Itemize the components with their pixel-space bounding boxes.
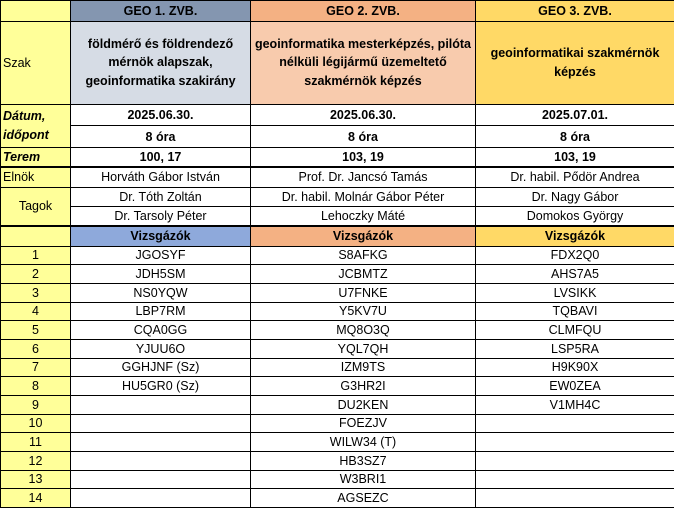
tag1-geo1: Dr. Tóth Zoltán <box>71 187 251 207</box>
tag1-geo3: Dr. Nagy Gábor <box>476 187 674 207</box>
table-row <box>1 302 674 321</box>
candidate-geo2: S8AFKG <box>251 246 476 265</box>
candidate-geo3: LVSIKK <box>476 283 674 302</box>
table-row <box>1 283 674 302</box>
elnok-label: Elnök <box>1 167 71 187</box>
row-number: 12 <box>1 451 71 470</box>
candidate-geo1 <box>71 395 251 414</box>
table-row <box>1 470 674 489</box>
vizsgazok-label-geo3: Vizsgázók <box>476 226 674 246</box>
row-number: 9 <box>1 395 71 414</box>
candidate-geo2: IZM9TS <box>251 358 476 377</box>
szak-geo1: földmérő és földrendező mérnök alapszak, geoinformatika szakirány <box>71 21 251 104</box>
terem-geo2: 103, 19 <box>251 148 476 168</box>
candidate-geo3: LSP5RA <box>476 339 674 358</box>
candidate-geo2: MQ8O3Q <box>251 321 476 340</box>
candidate-geo1 <box>71 489 251 508</box>
candidate-geo2: AGSEZC <box>251 489 476 508</box>
candidate-geo3 <box>476 489 674 508</box>
date-geo3: 2025.07.01. <box>476 104 674 126</box>
terem-row <box>1 148 674 168</box>
candidate-geo2: DU2KEN <box>251 395 476 414</box>
vizsgazok-header-row <box>1 226 674 246</box>
corner-cell <box>1 1 71 22</box>
candidate-geo3: V1MH4C <box>476 395 674 414</box>
szak-row <box>1 21 674 104</box>
candidate-geo1: JDH5SM <box>71 265 251 284</box>
header-geo3: GEO 3. ZVB. <box>476 1 674 22</box>
candidate-geo1: GGHJNF (Sz) <box>71 358 251 377</box>
date-geo1: 2025.06.30. <box>71 104 251 126</box>
candidate-geo3 <box>476 470 674 489</box>
vizsgazok-label-geo2: Vizsgázók <box>251 226 476 246</box>
tagok-row-1 <box>1 187 674 207</box>
tag2-geo3: Domokos György <box>476 207 674 227</box>
row-number: 3 <box>1 283 71 302</box>
candidate-geo3: FDX2Q0 <box>476 246 674 265</box>
row-number: 8 <box>1 377 71 396</box>
tagok-label: Tagok <box>1 187 71 226</box>
szak-label: Szak <box>1 21 71 104</box>
candidate-geo3: H9K90X <box>476 358 674 377</box>
datum-label <box>1 104 71 148</box>
table-row <box>1 321 674 340</box>
tag1-geo2: Dr. habil. Molnár Gábor Péter <box>251 187 476 207</box>
candidate-geo3: TQBAVI <box>476 302 674 321</box>
table-row <box>1 377 674 396</box>
table-row <box>1 395 674 414</box>
row-number: 4 <box>1 302 71 321</box>
elnok-row <box>1 167 674 187</box>
candidate-geo1 <box>71 451 251 470</box>
candidate-geo1: CQA0GG <box>71 321 251 340</box>
table-row <box>1 451 674 470</box>
tag2-geo1: Dr. Tarsoly Péter <box>71 207 251 227</box>
row-number: 6 <box>1 339 71 358</box>
candidate-geo2: Y5KV7U <box>251 302 476 321</box>
vizsgazok-corner <box>1 226 71 246</box>
row-number: 5 <box>1 321 71 340</box>
candidate-geo2: U7FNKE <box>251 283 476 302</box>
table-row <box>1 265 674 284</box>
row-number: 2 <box>1 265 71 284</box>
candidate-geo2: W3BRI1 <box>251 470 476 489</box>
date-geo2: 2025.06.30. <box>251 104 476 126</box>
candidate-geo1: NS0YQW <box>71 283 251 302</box>
table-row <box>1 246 674 265</box>
table-row <box>1 489 674 508</box>
candidate-geo1: YJUU6O <box>71 339 251 358</box>
szak-geo3: geoinformatikai szakmérnök képzés <box>476 21 674 104</box>
datum-row-1 <box>1 104 674 126</box>
row-number: 14 <box>1 489 71 508</box>
candidate-geo1 <box>71 470 251 489</box>
candidate-geo2: WILW34 (T) <box>251 433 476 452</box>
table-row <box>1 433 674 452</box>
candidate-geo1: JGOSYF <box>71 246 251 265</box>
candidate-geo2: G3HR2I <box>251 377 476 396</box>
elnok-geo2: Prof. Dr. Jancsó Tamás <box>251 167 476 187</box>
terem-geo3: 103, 19 <box>476 148 674 168</box>
elnok-geo3: Dr. habil. Pődör Andrea <box>476 167 674 187</box>
candidate-geo2: FOEZJV <box>251 414 476 433</box>
time-geo2: 8 óra <box>251 126 476 148</box>
candidate-geo3 <box>476 414 674 433</box>
datum-label-line2: időpont <box>3 127 49 142</box>
row-number: 11 <box>1 433 71 452</box>
candidate-geo3 <box>476 451 674 470</box>
time-geo3: 8 óra <box>476 126 674 148</box>
header-row <box>1 1 674 22</box>
header-geo2: GEO 2. ZVB. <box>251 1 476 22</box>
szak-geo2: geoinformatika mesterképzés, pilóta nélküli légijármű üzemeltető szakmérnök képzés <box>251 21 476 104</box>
datum-row-2 <box>1 126 674 148</box>
row-number: 1 <box>1 246 71 265</box>
candidate-geo3: CLMFQU <box>476 321 674 340</box>
candidate-geo1: HU5GR0 (Sz) <box>71 377 251 396</box>
tag2-geo2: Lehoczky Máté <box>251 207 476 227</box>
vizsgazok-label-geo1: Vizsgázók <box>71 226 251 246</box>
candidate-geo3: AHS7A5 <box>476 265 674 284</box>
datum-label-line1: Dátum, <box>3 108 46 123</box>
table-row <box>1 358 674 377</box>
row-number: 7 <box>1 358 71 377</box>
candidate-geo1 <box>71 433 251 452</box>
row-number: 13 <box>1 470 71 489</box>
row-number: 10 <box>1 414 71 433</box>
candidate-geo2: JCBMTZ <box>251 265 476 284</box>
time-geo1: 8 óra <box>71 126 251 148</box>
candidate-geo3: EW0ZEA <box>476 377 674 396</box>
candidate-geo3 <box>476 433 674 452</box>
elnok-geo1: Horváth Gábor István <box>71 167 251 187</box>
terem-geo1: 100, 17 <box>71 148 251 168</box>
candidate-geo1 <box>71 414 251 433</box>
table-row <box>1 339 674 358</box>
table-row <box>1 414 674 433</box>
header-geo1: GEO 1. ZVB. <box>71 1 251 22</box>
terem-label: Terem <box>1 148 71 168</box>
candidate-geo2: YQL7QH <box>251 339 476 358</box>
candidate-geo2: HB3SZ7 <box>251 451 476 470</box>
candidate-geo1: LBP7RM <box>71 302 251 321</box>
tagok-row-2 <box>1 207 674 227</box>
